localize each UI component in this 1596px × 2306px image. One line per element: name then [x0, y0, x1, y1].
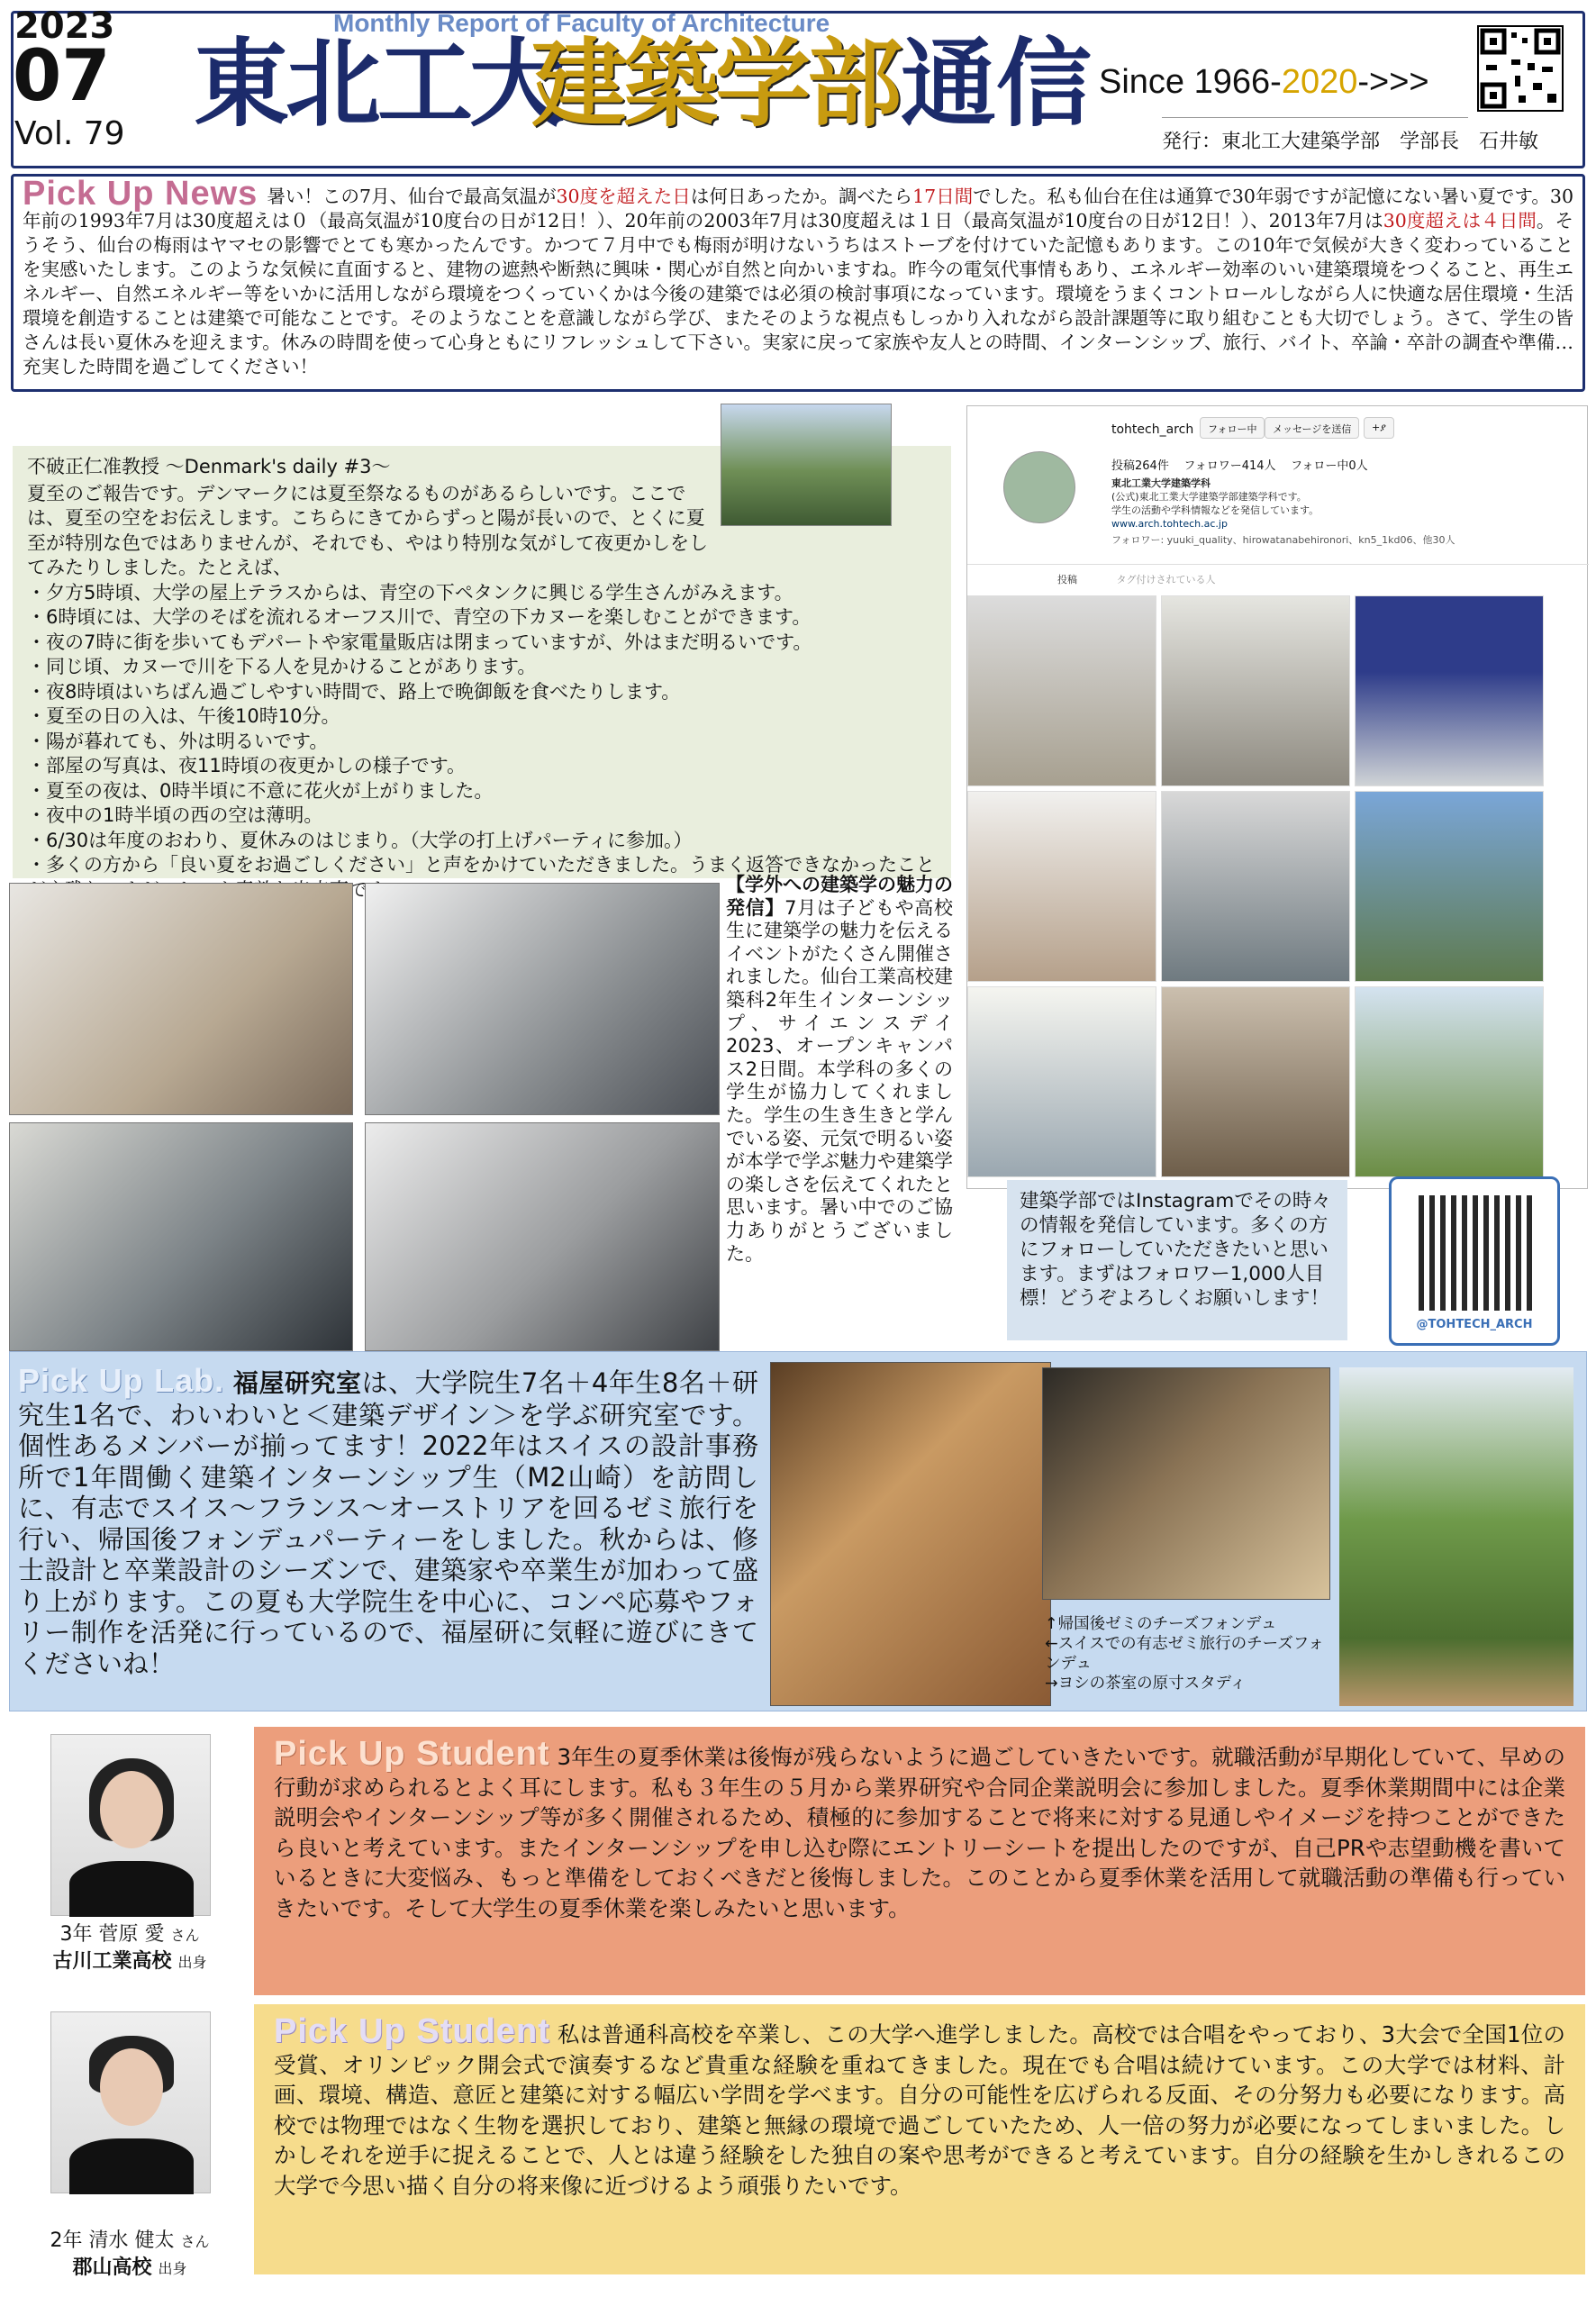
pick-up-student-2 — [254, 2004, 1585, 2274]
grid-photo[interactable] — [967, 986, 1156, 1177]
student-text: 私は普通科高校を卒業し、この大学へ進学しました。高校では合唱をやっており、3大会で全国1位の受賞、オリンピック開会式で演奏するなど貴重な経験を重ねてきました。現在でも合唱は続けています。この大学では材料、計画、環境、構造、意匠と建築に対する幅広い学問を学べます。自分の可能性を広げられる反面、その分努力も必要になります。高校では物理ではなく生物を選択しており、建築と無縁の環境で過ごしていたため、人一倍の努力が必要になってしまいました。しかしそれを逆手に捉えることで、人とは違う経験をした独自の案や思考ができると考えています。自分の経験を生かしきれるこの大学で今思い描く自分の将来像に近づけるよう頑張りたいです。 — [274, 2021, 1565, 2199]
student-heading: Pick Up Student — [274, 1735, 550, 1773]
student-heading: Pick Up Student — [274, 2012, 550, 2050]
following-count: フォロー中0人 — [1291, 459, 1368, 473]
student-school: 郡山高校 — [72, 2256, 152, 2279]
event-heading: 【学外への建築学の魅力の発信】 — [726, 874, 953, 919]
student-portrait — [50, 2011, 211, 2193]
student-caption — [25, 2229, 234, 2282]
issue-year: 2023 — [14, 5, 115, 47]
tab-posts[interactable]: 投稿 — [1057, 574, 1077, 586]
grid-photo[interactable] — [1161, 986, 1350, 1177]
event-photo — [365, 1122, 720, 1351]
post-count: 投稿264件 — [1111, 459, 1169, 473]
more-button[interactable]: +ያ — [1364, 417, 1394, 439]
pick-up-student-1 — [254, 1727, 1585, 1995]
issue-volume: Vol. 79 — [14, 115, 125, 152]
news-highlight: 17日間 — [912, 186, 974, 207]
lab-photo-fondue — [1042, 1367, 1330, 1600]
student-name: 3年 菅原 愛 — [59, 1923, 165, 1946]
newsletter-subtitle: Monthly Report of Faculty of Architecture — [333, 9, 830, 37]
student-name: 2年 清水 健太 — [50, 2229, 175, 2252]
grid-photo[interactable] — [1355, 595, 1544, 786]
denmark-item: ・多くの方から「良い夏をお過ごしください」と声をかけていただきました。うまく返答できなかったこと 来事です。 — [27, 854, 935, 901]
bio-line: 学生の活動や学科情報などを発信しています。 — [1111, 504, 1319, 516]
instagram-qr[interactable] — [1389, 1176, 1560, 1346]
instagram-tabs — [967, 564, 1589, 586]
event-article — [726, 874, 953, 1342]
news-text: は何日あったか。調べたら — [690, 186, 913, 207]
title-faculty: 建築学部 — [531, 27, 899, 140]
grid-photo[interactable] — [967, 595, 1156, 786]
news-highlight: 30度を超えた日 — [556, 186, 691, 207]
instagram-note: 建築学部ではInstagramでその時々の情報を発信しています。多くの方にフォローしていただきたいと思います。まずはフォロワー1,000人目標！どうぞよろしくお願いします！ — [1007, 1180, 1347, 1340]
grid-photo[interactable] — [967, 791, 1156, 982]
river-photo — [721, 404, 892, 526]
instagram-profile-screenshot — [966, 405, 1588, 1189]
lab-captions — [1045, 1614, 1333, 1693]
lab-photo-switzerland — [770, 1362, 1051, 1706]
denmark-heading: 不破正仁准教授 〜Denmark's daily #3〜 — [27, 456, 391, 477]
grid-photo[interactable] — [1161, 791, 1350, 982]
lab-name: 福屋研究室 — [232, 1368, 362, 1398]
grid-photo[interactable] — [1355, 986, 1544, 1177]
denmark-item: ・夏至の日の入は、午後10時10分。 — [27, 705, 340, 727]
denmark-item: ・夜の7時に街を歩いてもデパートや家電量販店は閉まっていますが、外はまだ明るいです。 — [27, 631, 812, 653]
title-newsletter: 通信 — [901, 27, 1092, 140]
student-origin: 出身 — [158, 2260, 187, 2277]
student-caption — [25, 1922, 234, 1975]
event-photo — [9, 1122, 353, 1351]
instagram-handle: @TOHTECH_ARCH — [1416, 1318, 1533, 1331]
publisher-info: 発行：東北工大建築学部 学部長 石井敏 — [1162, 131, 1539, 153]
student-text: 3年生の夏季休業は後悔が残らないように過ごしていきたいです。就職活動が早期化していて、早めの行動が求められるとよく耳にします。私も３年生の５月から業界研究や合同企業説明会に参加しました。夏季休業期間中には企業説明会やインターンシップ等が多く開催されるため、積極的に参加することで将来に対する見通しやイメージを持つことができたら良いと考えています。またインターンシップを申し込む際にエントリーシートを提出したのですが、自己PRや志望動機を書いているときに大変悩み、もっと準備をしておくべきだと後悔しました。このことから夏季休業を活用して就職活動の準備も行っていきたいです。そして大学生の夏季休業を楽しみたいと思います。 — [274, 1744, 1565, 1921]
grid-photo[interactable] — [1355, 791, 1544, 982]
denmark-item: ・6時頃には、大学のそばを流れるオーフス川で、青空の下カヌーを楽しむことができます。 — [27, 606, 812, 628]
denmark-item: ・同じ頃、カヌーで川を下る人を見かけることがあります。 — [27, 656, 537, 677]
lab-caption: ↑帰国後ゼミのチーズフォンデュ — [1045, 1615, 1277, 1633]
message-button[interactable]: メッセージを送信 — [1265, 417, 1359, 439]
lab-article — [18, 1362, 758, 1679]
news-heading: Pick Up News — [23, 175, 258, 213]
tab-tagged[interactable]: タグ付けされている人 — [1116, 574, 1216, 586]
divider — [1162, 117, 1468, 118]
followed-by: フォロワー: yuuki_quality、hirowatanabehironori、kn5_1kd06、他30人 — [1111, 534, 1455, 546]
instagram-bio — [1111, 477, 1319, 531]
lab-caption: →ヨシの茶室の原寸スタディ — [1045, 1675, 1247, 1693]
instagram-account-name: tohtech_arch — [1111, 422, 1194, 437]
lab-caption: ←スイスでの有志ゼミ旅行のチーズフォンデュ — [1045, 1635, 1324, 1673]
pick-up-news — [11, 174, 1585, 392]
bio-name: 東北工業大学建築学科 — [1111, 477, 1211, 489]
qr-code-icon — [1477, 25, 1564, 112]
lab-heading: Pick Up Lab. — [18, 1362, 225, 1399]
student-honorific: さん — [180, 2233, 210, 2250]
student-portrait — [50, 1734, 211, 1916]
student-school: 古川工業高校 — [52, 1949, 172, 1973]
student-honorific: さん — [170, 1927, 200, 1944]
news-text: でした。私も仙台在住は通算で30年弱ですが記憶にない暑い夏です。30年前の1993年7月は30度超えは０（最高気温が10度台の日が12日！）、20年前の2003年7月は30度超えは１日（最高気温が10度台の日が12日！）、2013年7月は — [23, 186, 1573, 232]
issue-month: 07 — [13, 36, 111, 117]
denmark-item: ・夜中の1時半頃の西の空は薄明。 — [27, 804, 323, 826]
news-text: 。そうそう、仙台の梅雨はヤマセの影響でとても寒かったんです。かつて７月中でも梅雨が明けないうちはストーブを付けていた記憶もあります。この10年で気候が大きく変わっていることを実感いたします。このような気候に直面すると、建物の遮熱や断熱に興味・関心が自然と向かいますね。昨今の電気代事情もあり、エネルギー効率のいい建築環境をつくること、再生エネルギー、自然エネルギー等をいかに活用しながら環境をつくっていくかは今後の建築では必須の検討事項になっています。環境をうまくコントロールしながら人に快適な居住環境・生活環境を創造することは建築で可能なことです。そのようなことを意識しながら学び、またそのような視点もしっかり入れながら設計課題等に取り組むことも大切でしょう。さて、学生の皆さんは長い夏休みを迎えます。休みの時間を使って心身ともにリフレッシュして下さい。実家に戻って家族や友人との時間、インターンシップ、旅行、バイト、卒論・卒計の調査や準備…充実した時間を過ごしてください！ — [23, 210, 1573, 377]
since-line: Since 1966-2020->>> — [1099, 63, 1429, 101]
qr-code-icon — [1419, 1195, 1534, 1311]
denmark-intro: 夏至のご報告です。デンマークには夏至祭なるものがあるらしいです。ここでは、夏至の空をお伝えします。こちらにきてからずっと陽が長いので、とくに夏至が特別な色ではありませんが、それでも、やはり特別な気がして夜更かしをしてみたりしました。たとえば、 — [27, 482, 708, 578]
denmark-item: ・部屋の写真は、夜11時頃の夜更かしの様子です。 — [27, 755, 467, 776]
event-photo — [9, 883, 353, 1115]
grid-photo[interactable] — [1161, 595, 1350, 786]
denmark-item: ・6/30は年度のおわり、夏休みのはじまり。（大学の打上げパーティに参加。） — [27, 829, 693, 851]
follow-button[interactable]: フォロー中 — [1200, 417, 1265, 439]
profile-avatar — [1003, 451, 1075, 523]
bio-line: (公式)東北工業大学建築学部建築学科です。 — [1111, 491, 1307, 503]
title-university: 東北工大 — [194, 27, 561, 140]
event-photo — [365, 883, 720, 1115]
denmark-item: ・陽が暮れても、外は明るいです。 — [27, 730, 329, 752]
event-text: 7月は子どもや高校生に建築学の魅力を伝えるイベントがたくさん開催されました。仙台工業高校建築科2年生インターンシップ、サイエンスデイ2023、オープンキャンパス2日間。本学科の多くの学生が協力してくれました。学生の生き生きと学んでいる姿、元気で明るい姿が本学で学ぶ魅力や建築学の楽しさを伝えてくれたと思います。暑い中でのご協力ありがとうございました。 — [726, 896, 953, 1265]
follower-count: フォロワー414人 — [1183, 459, 1276, 473]
news-highlight: 30度超えは４日間 — [1383, 210, 1537, 232]
lab-photo-tea-house — [1339, 1367, 1573, 1706]
instagram-stats — [1111, 456, 1368, 473]
denmark-item: ・夕方5時頃、大学の屋上テラスからは、青空の下ペタンクに興じる学生さんがみえます。 — [27, 581, 793, 604]
bio-link[interactable]: www.arch.tohtech.ac.jp — [1111, 518, 1228, 530]
news-text: 暑い！この7月、仙台で最高気温が — [267, 186, 557, 207]
lab-text: は、大学院生7名＋4年生8名＋研究生1名で、わいわいと＜建築デザイン＞を学ぶ研究室です。個性あるメンバーが揃ってます！2022年はスイスの設計事務所で1年間働く建築インターンシップ生（M2山崎）を訪問しに、有志でスイス〜フランス〜オーストリアを回るゼミ旅行を行い、帰国後フォンデュパーティーをしました。秋からは、修士設計と卒業設計のシーズンで、建築家や卒業生が加わって盛り上がります。この夏も大学院生を中心に、コンペ応募やフォリー制作を活発に行っているので、福屋研に気軽に遊びにきてくださいね！ — [18, 1367, 758, 1679]
student-origin: 出身 — [177, 1954, 207, 1971]
denmark-item: ・夏至の夜は、0時半頃に不意に花火が上がりました。 — [27, 779, 494, 802]
denmark-item: ・夜8時頃はいちばん過ごしやすい時間で、路上で晩御飯を食べたりします。 — [27, 680, 681, 703]
